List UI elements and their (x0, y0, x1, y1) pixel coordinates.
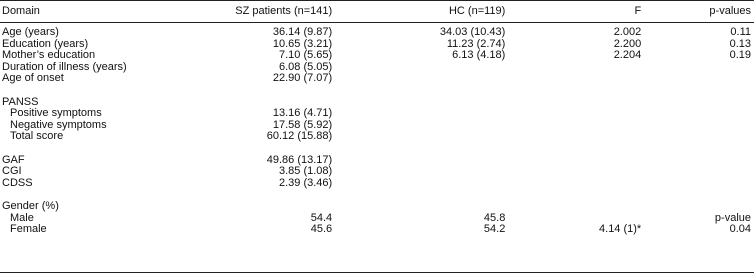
p-value (641, 108, 754, 120)
p-value: 0.04 (729, 223, 751, 236)
header-f: F (634, 5, 642, 17)
section-heading-gender: Gender (%) (2, 199, 59, 212)
f-value (505, 120, 641, 132)
row-label: Female (10, 223, 47, 236)
table-row (0, 224, 754, 236)
p-value (641, 201, 754, 213)
p-value (641, 166, 754, 178)
f-value: 2.002 (613, 26, 642, 38)
table-row (0, 73, 754, 85)
hc-value: 45.8 (483, 211, 506, 224)
sz-value: 13.16 (4.71) (272, 107, 333, 120)
table-row (0, 27, 754, 39)
p-value (641, 120, 754, 132)
table-header (0, 4, 754, 18)
sz-value: 10.65 (3.21) (272, 37, 333, 50)
f-value (505, 201, 641, 213)
hc-value: 54.2 (483, 223, 506, 236)
f-value: 4.14 (1)* (599, 223, 642, 236)
f-value (505, 62, 641, 74)
table-row (0, 97, 754, 109)
hc-value (332, 120, 505, 132)
f-value (505, 166, 641, 178)
sz-value: 22.90 (7.07) (272, 72, 333, 85)
hc-value: 11.23 (2.74) (446, 37, 506, 50)
sz-value: 3.85 (1.08) (278, 165, 333, 178)
p-value (641, 155, 754, 167)
f-value (505, 108, 641, 120)
p-value: 0.11 (730, 26, 751, 38)
sz-value: 6.08 (5.05) (278, 60, 333, 73)
hc-value (332, 131, 505, 143)
p-value: p-value (714, 211, 751, 224)
f-value (505, 97, 641, 109)
p-value: 0.19 (729, 49, 751, 62)
hc-value (332, 73, 505, 85)
p-value (641, 97, 754, 109)
header-p-values: p-values (709, 5, 751, 17)
row-label: Age (years) (2, 26, 59, 38)
hc-value (332, 155, 505, 167)
table-row (0, 178, 754, 190)
hc-value (332, 166, 505, 178)
f-value (505, 131, 641, 143)
sz-value: 2.39 (3.46) (278, 176, 333, 189)
p-value (641, 131, 754, 143)
p-value (641, 62, 754, 74)
header-row (0, 4, 754, 18)
table-row (0, 166, 754, 178)
table-row (0, 201, 754, 213)
sz-value: 7.10 (5.65) (278, 49, 333, 62)
p-value: 0.13 (729, 37, 751, 50)
f-value: 2.200 (613, 37, 642, 50)
sz-value: 45.6 (310, 223, 333, 236)
f-value: 2.204 (613, 49, 642, 62)
hc-value (332, 97, 505, 109)
sz-value: 49.86 (13.17) (266, 153, 333, 166)
hc-value: 6.13 (4.18) (452, 49, 506, 62)
spacer-row (0, 85, 754, 97)
f-value (505, 73, 641, 85)
row-label: CDSS (2, 176, 33, 189)
hc-value: 34.03 (10.43) (439, 26, 506, 38)
table-bottom-rule (0, 272, 754, 273)
hc-value (332, 62, 505, 74)
row-label: Education (years) (2, 37, 89, 50)
sz-value: 17.58 (5.92) (272, 118, 333, 131)
f-value (505, 178, 641, 190)
hc-value (332, 178, 505, 190)
header-sz-patients: SZ patients (n=141) (235, 5, 333, 17)
row-label: Age of onset (2, 72, 64, 85)
row-label: Male (10, 211, 34, 224)
spacer-row (0, 143, 754, 155)
table-row (0, 108, 754, 120)
row-label: Total score (10, 130, 64, 143)
p-value (641, 73, 754, 85)
row-label: Mother’s education (2, 49, 96, 62)
spacer-row (0, 189, 754, 201)
row-label: Positive symptoms (10, 107, 102, 120)
row-label: Negative symptoms (10, 118, 107, 131)
sz-value (193, 201, 332, 213)
table-row (0, 120, 754, 132)
sz-value: 54.4 (310, 211, 333, 224)
row-label: CGI (2, 165, 22, 178)
table-row (0, 131, 754, 143)
sz-value: 60.12 (15.88) (266, 130, 333, 143)
table-top-rule (0, 0, 754, 1)
p-value (641, 178, 754, 190)
table-row (0, 62, 754, 74)
row-label: Duration of illness (years) (2, 60, 127, 73)
hc-value (332, 108, 505, 120)
hc-value (332, 201, 505, 213)
row-label: GAF (2, 153, 25, 166)
header-rule (0, 22, 754, 23)
header-domain: Domain (2, 5, 40, 17)
table-body (0, 27, 754, 236)
header-hc: HC (n=119) (448, 5, 506, 17)
sz-value: 36.14 (9.87) (272, 26, 333, 38)
section-heading-panss: PANSS (2, 95, 39, 108)
table-row (0, 155, 754, 167)
f-value (505, 155, 641, 167)
